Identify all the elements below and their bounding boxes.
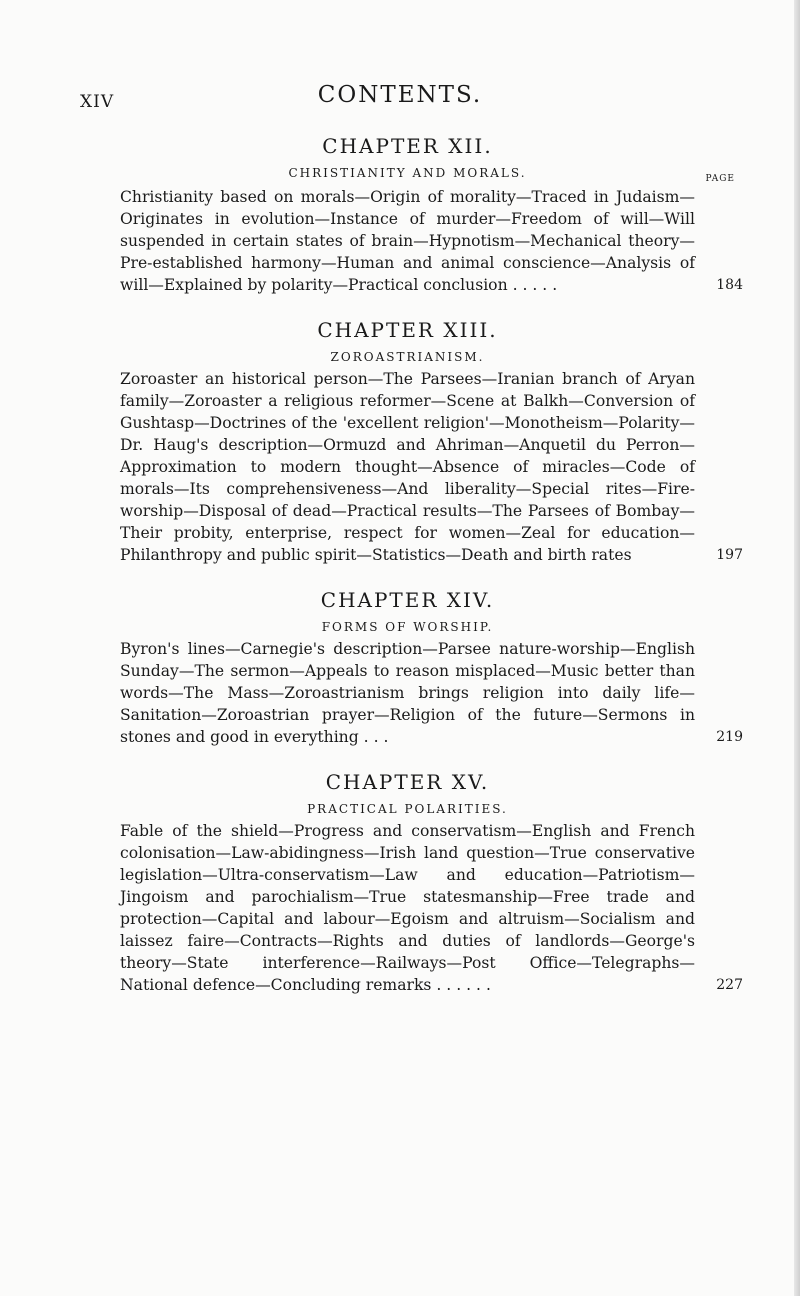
chapter-summary (120, 820, 743, 996)
running-title: CONTENTS. (317, 82, 483, 108)
chapter-number: CHAPTER XV. (325, 770, 490, 794)
page-number: XIV (80, 92, 115, 112)
chapter-title: ZOROASTRIANISM. (330, 350, 485, 364)
page-reference: 227 (716, 977, 743, 993)
contents-body (120, 134, 743, 1018)
chapter-title: PRACTICAL POLARITIES. (307, 802, 508, 816)
page-column-label: PAGE (705, 174, 735, 184)
chapter-12 (120, 134, 743, 296)
chapter-title: FORMS OF WORSHIP. (321, 620, 494, 634)
chapter-summary (120, 368, 743, 566)
summary-text: Zoroaster an historical person—The Parsees—Iranian branch of Aryan family—Zoroaster a religious reformer—Scene at Balkh—Conversion of Gushtasp—Doctrines of the 'excellent religion'—Monotheism—Polarity—Dr. Haug's description—Ormuzd and Ahriman—Anquetil du Perron—Approximation to modern thought—Absence of miracles—Code of morals—Its comprehensiveness—And liberality—Special rites—Fire-worship—Disposal of dead—Practical results—The Parsees of Bombay—Their probity, enterprise, respect for women—Zeal for education—Philanthropy and public spirit—Statistics—Death and birth rates (120, 370, 695, 564)
running-head (0, 82, 800, 112)
chapter-summary (120, 638, 743, 748)
chapter-14 (120, 588, 743, 748)
page-reference: 197 (716, 547, 743, 563)
chapter-13 (120, 318, 743, 566)
summary-text: Christianity based on morals—Origin of morality—Traced in Judaism—Originates in evolution—Instance of murder—Freedom of will—Will suspended in certain states of brain—Hypnotism—Mechanical theory—Pre-established harmony—Human and animal conscience—Analysis of will—Explained by polarity—Practical conclusion . . . . . (120, 188, 695, 294)
chapter-number: CHAPTER XII. (322, 134, 493, 158)
chapter-summary (120, 186, 743, 296)
summary-text: Byron's lines—Carnegie's description—Parsee nature-worship—English Sunday—The sermon—Appeals to reason misplaced—Music better than words—The Mass—Zoroastrianism brings religion into daily life—Sanitation—Zoroastrian prayer—Religion of the future—Sermons in stones and good in everything . . . (120, 640, 695, 746)
page-reference: 184 (716, 277, 743, 293)
chapter-number: CHAPTER XIII. (317, 318, 498, 342)
summary-text: Fable of the shield—Progress and conservatism—English and French colonisation—Law-abidingness—Irish land question—True conservative legislation—Ultra-conservatism—Law and education—Patriotism—Jingoism and parochialism—True statesmanship—Free trade and protection—Capital and labour—Egoism and altruism—Socialism and laissez faire—Contracts—Rights and duties of landlords—George's theory—State interference—Railways—Post Office—Telegraphs—National defence—Concluding remarks . . . . . . (120, 822, 695, 994)
chapter-15 (120, 770, 743, 996)
page-edge-shadow (794, 0, 800, 1296)
page-reference: 219 (716, 729, 743, 745)
chapter-number: CHAPTER XIV. (320, 588, 495, 612)
chapter-title: CHRISTIANITY AND MORALS. (288, 166, 527, 180)
